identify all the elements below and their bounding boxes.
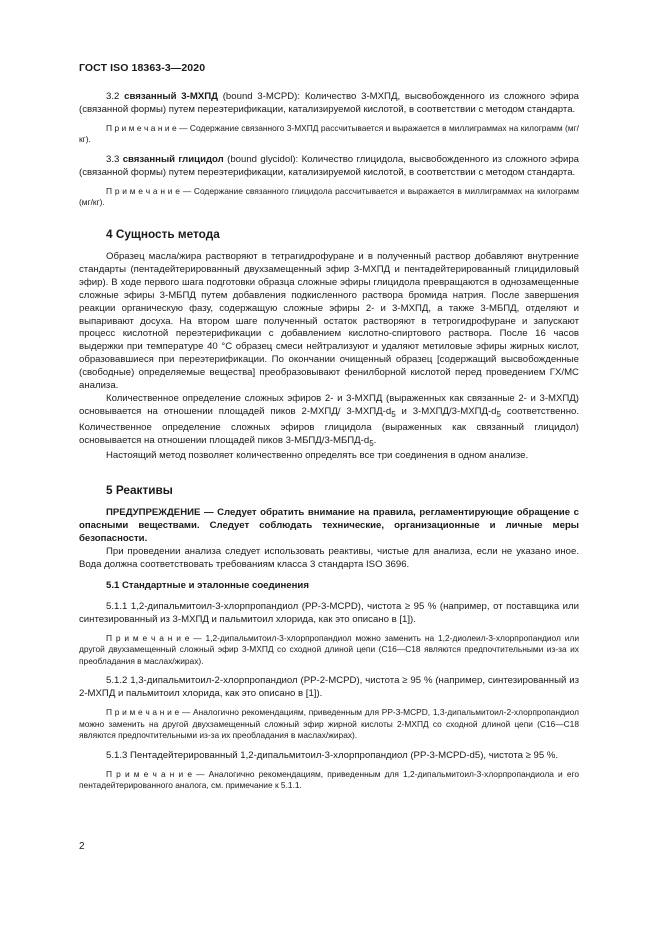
note-text: — Аналогично рекомендациям, приведенным для PP-3-MCPD, 1,3-дипальмитоил-2-хлорпропандиол можно заменить на другой двухзамещенный сложный эфир жирной кислоты 2-МХПД со сходной длиной цепи (С16—С18 являются предпочтительными из-за их преобладания в маслах/жирах). — [79, 707, 579, 741]
text-run: Количественное определение сложных эфиров 2- и 3-МХПД (выраженных как связанные 2- и 3-МХПД) основывается на отношении площадей пиков 2-МХПД/ 3-МХПД-d — [79, 392, 579, 417]
note-label: П р и м е ч а н и е — [106, 122, 177, 133]
note-label: П р и м е ч а н и е — [106, 632, 190, 643]
clause-number: 3.3 — [106, 154, 120, 165]
document-body — [79, 91, 579, 792]
clause-3-2 — [79, 91, 579, 117]
note-5-1-1 — [79, 633, 579, 668]
subscript: 5 — [369, 438, 374, 448]
note-label: П р и м е ч а н и е — [106, 768, 192, 779]
note-5-1-3 — [79, 769, 579, 792]
section-4-paragraph-2 — [79, 393, 579, 450]
note-text: — Аналогично рекомендациям, приведенным для 1,2-дипальмитоил-3-хлорпропандиола и его пентадейтерированного аналога, см. примечание к 5.1.1. — [79, 768, 579, 791]
note-5-1-2 — [79, 707, 579, 742]
subscript: 5 — [391, 409, 396, 419]
clause-5-1-3: 5.1.3 Пентадейтерированный 1,2-дипальмитоил-3-хлорпропандиол (PP-3-MCPD-d5), чистота ≥ 95 %. — [106, 749, 559, 761]
definition: (bound glycidol): Количество глицидола, высвобожденного из сложного эфира (связанной формы) путем переэтерификации, катализируемой кислотой, в соответствии с методом стандарта. — [79, 154, 579, 178]
clause-5-1-1: 5.1.1 1,2-дипальмитоил-3-хлорпропандиол (PP-3-MCPD), чистота ≥ 95 % (например, от поставщика или синтезированный из 3-МХПД и пальмитоил хлорида, как это описано в [1]). — [79, 600, 579, 625]
clause-3-3 — [79, 154, 579, 180]
definition: (bound 3-MCPD): Количество 3-МХПД, высвобожденного из сложного эфира (связанной формы) путем переэтерификации, катализируемой кислотой, в соответствии с методом стандарта. — [79, 91, 579, 115]
section-5-title: 5 Реактивы — [106, 483, 173, 498]
section-4-title: 4 Сущность метода — [106, 227, 220, 241]
section-5-paragraph-1: При проведении анализа следует использовать реактивы, чистые для анализа, если не указано иное. Вода должна соответствовать требованиям класса 3 стандарта ISO 3696. — [79, 546, 579, 570]
clause-5-1-2: 5.1.2 1,3-дипальмитоил-2-хлорпропандиол (PP-2-MCPD), чистота ≥ 95 % (например, синтезированный из 2-МХПД и пальмитоил хлорида, как это описано в [1]). — [79, 675, 579, 700]
safety-warning: ПРЕДУПРЕЖДЕНИЕ — Следует обратить внимание на правила, регламентирующие обращение с опасными веществами. Следует соблюдать технические, организационные и личные меры безопасности. — [79, 507, 579, 545]
section-4-paragraph-3: Настоящий метод позволяет количественно определять все три соединения в одном анализе. — [106, 450, 529, 462]
text-run: соответственно. Количественное определение сложных эфиров глицидола (выраженных как связанный глицидол) основывается на отношении площадей пиков 3-МБПД/3-МБПД-d — [79, 405, 579, 446]
clause-number: 3.2 — [106, 91, 120, 102]
term: связанный 3-МХПД — [124, 91, 218, 102]
subscript: 5 — [496, 409, 501, 419]
note-3-2 — [79, 123, 579, 146]
note-3-3 — [79, 186, 579, 209]
text-run: . — [373, 434, 377, 446]
note-text: — 1,2-дипальмитоил-3-хлорпропандиол можно заменить на 1,2-диолеил-3-хлорпропандиол или другой двухзамещенный сложный эфир 3-МХПД со сходной длиной цепи (С16—С18 являются предпочтительными из-за их преобладания в маслах/жирах). — [79, 632, 580, 666]
text-run: и 3-МХПД/3-МХПД-d — [395, 405, 497, 417]
term: связанный глицидол — [122, 154, 224, 165]
document-header: ГОСТ ISO 18363-3—2020 — [79, 62, 206, 74]
page-number: 2 — [79, 841, 85, 852]
note-text: — Содержание связанного 3-МХПД рассчитывается и выражается в миллиграммах на килограмм (мг/кг). — [79, 122, 579, 145]
section-4-paragraph-1: Образец масла/жира растворяют в тетрагидрофуране и в полученный раствор добавляют внутренние стандарты (пентадейтерированный двухзамещенный эфир 3-МХПД и пентадейтерированный глицидиловый эфир). В ходе первого шага подготовки образца сложные эфиры глицидола превращаются в однозамещенные сложные эфиры 3-МБПД путем добавления подкисленного раствора бромида натрия. После завершения реакции органическую фазу, содержащую сложные эфиры 2- и 3-МХПД, а также 3-МБПД, отделяют и выпаривают досуха. На втором шаге полученный остаток растворяют в тетрогидрофуране и запускают процесс кислотной переэтерификации с добавлением кислотно-спиртового раствора. После 16 часов выдержки при температуре 40 °С образец смеси нейтрализуют и удаляют метиловые эфиры жирных кислот, образовавшиеся при переэтерификации. По окончании очищенный образец [содержащий высвобожденные (свободные) определяемые вещества] преобразовывают фенилборной кислотой перед проведением ГХ/МС анализа. — [79, 251, 579, 392]
note-text: — Содержание связанного глицидола рассчитывается и выражается в миллиграммах на килограмм (мг/кг). — [79, 185, 579, 208]
note-label: П р и м е ч а н и е — [106, 707, 180, 718]
subsection-5-1-title: 5.1 Стандартные и эталонные соединения — [106, 579, 309, 591]
note-label: П р и м е ч а н и е — [106, 185, 180, 196]
